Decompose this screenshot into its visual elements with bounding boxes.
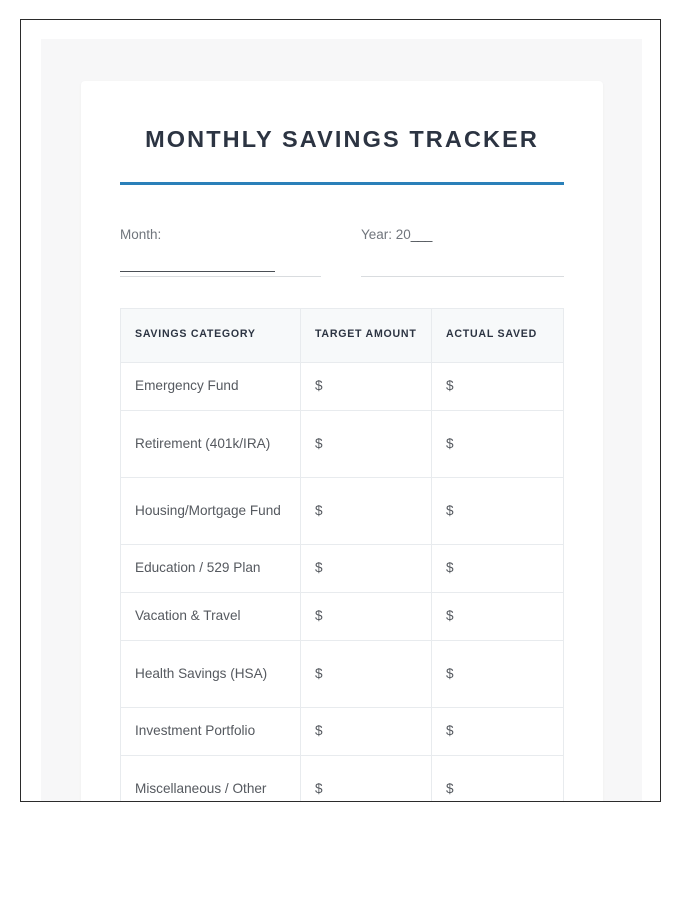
title-divider [120,182,564,185]
month-blank-rule [120,271,275,272]
cell-actual-saved[interactable]: $ [432,707,564,755]
table-row [121,544,564,592]
cell-target-amount[interactable]: $ [301,362,432,410]
year-field-label [361,226,564,244]
cell-actual-saved[interactable]: $ [432,640,564,707]
cell-category: Miscellaneous / Other [121,755,301,802]
title-block [120,81,564,185]
document-frame [20,19,661,802]
table-row [121,640,564,707]
cell-target-amount[interactable]: $ [301,707,432,755]
cell-target-amount[interactable]: $ [301,755,432,802]
cell-actual-saved[interactable]: $ [432,362,564,410]
month-input-line[interactable] [120,263,321,277]
cell-category: Retirement (401k/IRA) [121,410,301,477]
year-field[interactable] [361,226,564,277]
month-field[interactable] [120,226,361,277]
page-title: MONTHLY SAVINGS TRACKER [145,126,539,152]
table-body [121,362,564,802]
year-input-line[interactable] [361,263,564,277]
cell-actual-saved[interactable]: $ [432,410,564,477]
cell-target-amount[interactable]: $ [301,640,432,707]
table-header-row [121,308,564,362]
year-field-label-text: Year: 20 [361,227,411,243]
cell-actual-saved[interactable]: $ [432,477,564,544]
table-row [121,592,564,640]
cell-target-amount[interactable]: $ [301,477,432,544]
table-row [121,755,564,802]
cell-category: Health Savings (HSA) [121,640,301,707]
month-field-label: Month: [120,227,162,243]
year-blank-underscores: ___ [410,227,432,243]
column-header-category: SAVINGS CATEGORY [121,308,301,362]
table-header [121,308,564,362]
column-header-actual: ACTUAL SAVED [432,308,564,362]
cell-target-amount[interactable]: $ [301,544,432,592]
cell-actual-saved[interactable]: $ [432,544,564,592]
cell-category: Emergency Fund [121,362,301,410]
form-row [120,226,564,277]
savings-table [120,308,564,802]
cell-category: Investment Portfolio [121,707,301,755]
cell-actual-saved[interactable]: $ [432,592,564,640]
cell-category: Vacation & Travel [121,592,301,640]
cell-target-amount[interactable]: $ [301,410,432,477]
cell-category: Housing/Mortgage Fund [121,477,301,544]
table-row [121,707,564,755]
cell-category: Education / 529 Plan [121,544,301,592]
column-header-target: TARGET AMOUNT [301,308,432,362]
cell-target-amount[interactable]: $ [301,592,432,640]
table-row [121,477,564,544]
table-row [121,410,564,477]
tracker-card [81,81,603,802]
table-row [121,362,564,410]
cell-actual-saved[interactable]: $ [432,755,564,802]
